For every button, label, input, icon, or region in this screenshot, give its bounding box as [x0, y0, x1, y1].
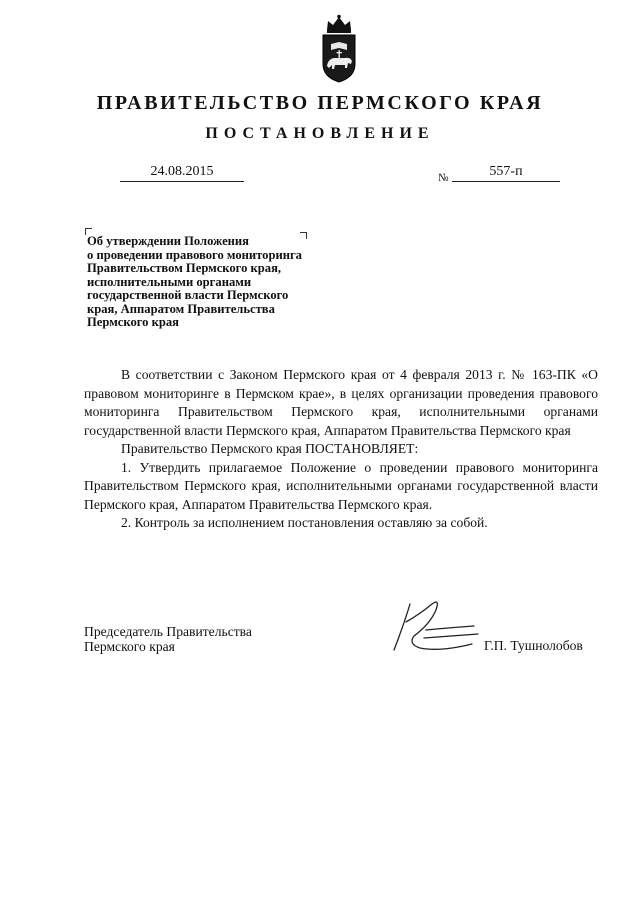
signer-name: Г.П. Тушнолобов	[484, 638, 583, 653]
document-subject	[87, 235, 367, 330]
subject-line: Правительством Пермского края,	[87, 261, 282, 275]
document-number: 557-п	[452, 164, 560, 182]
subject-line: исполнительными органами	[87, 274, 252, 289]
role-line-2: Пермского края	[84, 639, 175, 654]
subject-line: о проведении правового мониторинга	[87, 247, 302, 262]
resolves-paragraph: Правительство Пермского края ПОСТАНОВЛЯЕТ:	[121, 441, 419, 456]
document-body	[84, 366, 598, 533]
subject-line: государственной власти Пермского	[87, 288, 289, 302]
subject-line: Об утверждении Положения	[87, 234, 249, 248]
subject-line: края, Аппаратом Правительства	[87, 301, 275, 316]
number-label: №	[438, 172, 449, 184]
preamble-paragraph: В соответствии с Законом Пермского края от 4 февраля 2013 г. № 163-ПК «О правовом мониторинге в Пермском крае», в целях организации проведения правового мониторинга Правительством Пермского края, исполнительными органами государственной власти Пермского края, Аппаратом Правительства Пермского края	[84, 367, 598, 438]
document-date: 24.08.2015	[120, 164, 244, 182]
item-2-paragraph: 2. Контроль за исполнением постановления оставляю за собой.	[121, 515, 488, 530]
document-type: ПОСТАНОВЛЕНИЕ	[205, 125, 435, 142]
role-line-1: Председатель Правительства	[84, 624, 252, 639]
coat-of-arms-icon	[318, 14, 360, 84]
item-1-paragraph: 1. Утвердить прилагаемое Положение о проведении правового мониторинга Правительством Пермского края, исполнительными органами государственной власти Пермского края, Аппаратом Правительства Пермского края.	[84, 459, 598, 512]
handwritten-signature-icon	[380, 592, 480, 662]
government-title: ПРАВИТЕЛЬСТВО ПЕРМСКОГО КРАЯ	[96, 92, 544, 114]
subject-line: Пермского края	[87, 315, 179, 329]
signatory-role	[84, 624, 252, 654]
